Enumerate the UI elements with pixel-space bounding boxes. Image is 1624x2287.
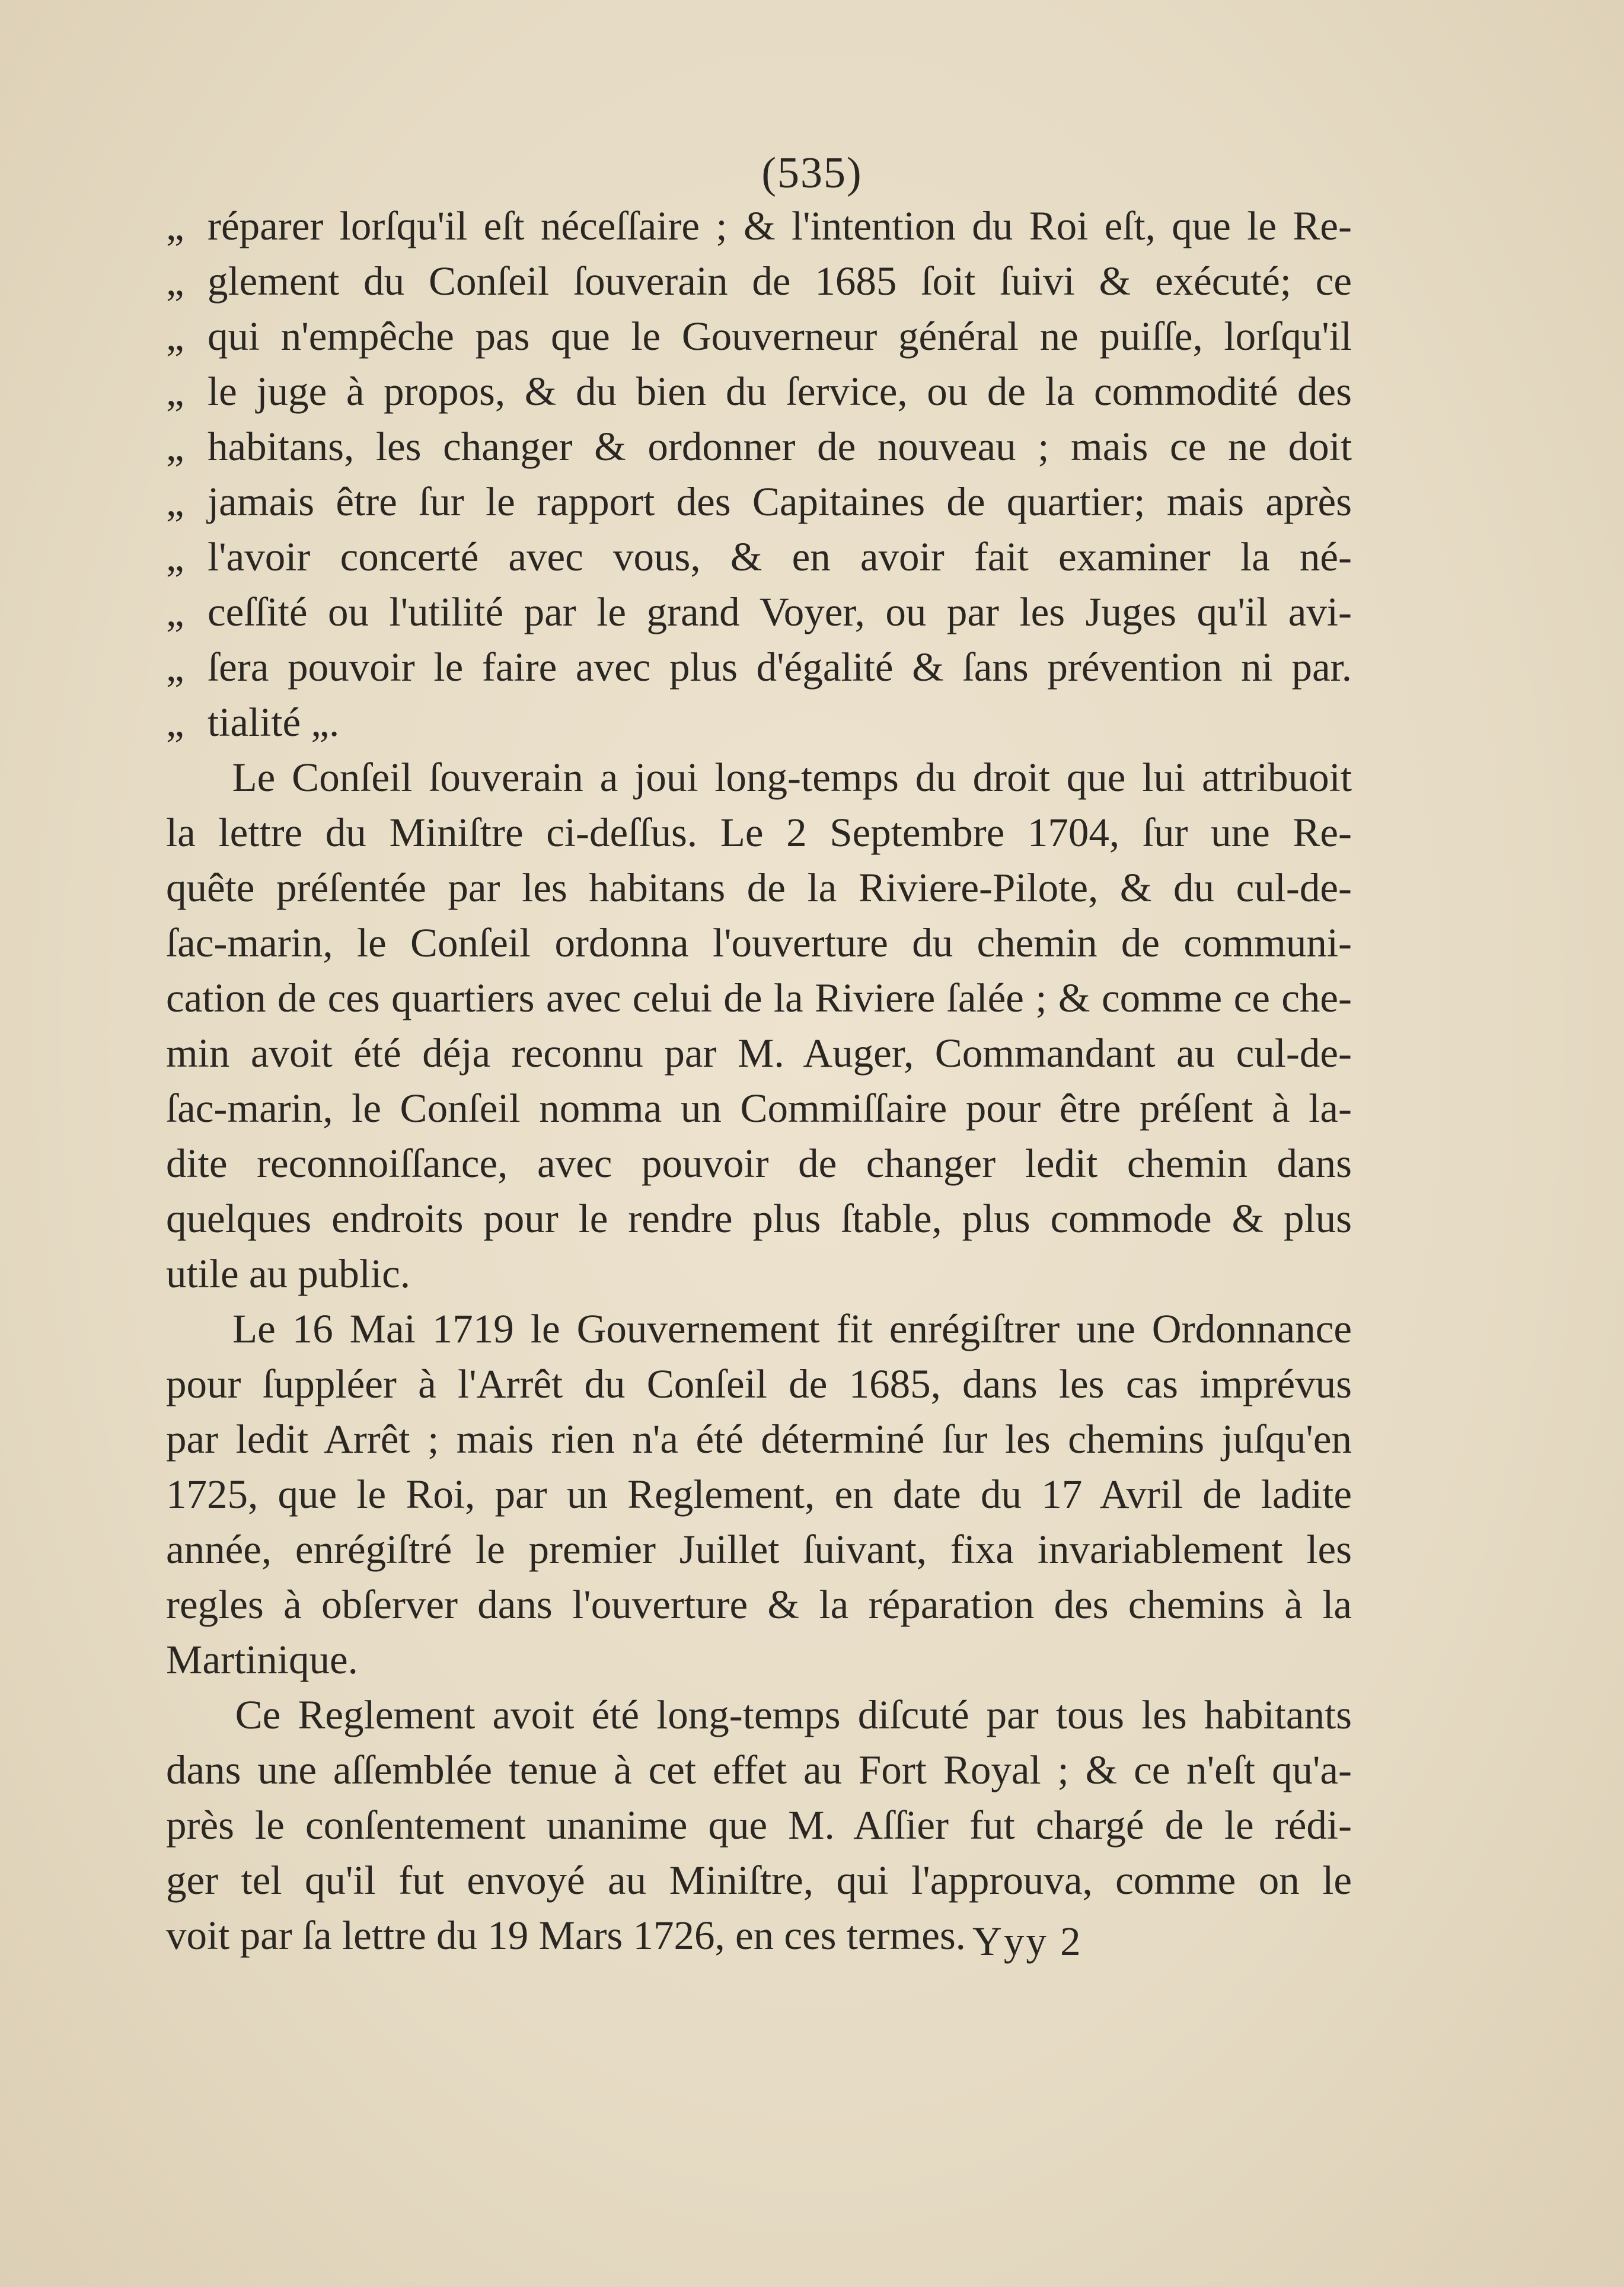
line-text: tialité „. [208,700,340,745]
quote-mark: „ [166,479,184,524]
text-line [166,1577,1352,1632]
line-text: ſera pouvoir le faire avec plus d'égalité & ſans prévention ni par. [208,645,1352,690]
text-line [166,916,1352,971]
text-line [166,1302,1352,1357]
text-line [166,1081,1352,1136]
line-text: près le conſentement unanime que M. Aſſier fut chargé de le rédi- [166,1803,1352,1848]
quote-mark: „ [166,700,184,745]
line-text: dans une aſſemblée tenue à cet effet au Fort Royal ; & ce n'eſt qu'a- [166,1747,1352,1792]
quoted-text-line [166,474,1352,530]
line-text: quête préſentée par les habitans de la Riviere-Pilote, & du cul-de- [166,865,1352,910]
line-text: glement du Conſeil ſouverain de 1685 ſoit ſuivi & exécuté; ce [208,259,1352,304]
text-line [166,1136,1352,1191]
quoted-text-line [166,530,1352,585]
line-text: réparer lorſqu'il eſt néceſſaire ; & l'intention du Roi eſt, que le Re- [208,203,1352,248]
signature-mark: Yyy 2 [972,1919,1083,1964]
line-text: le juge à propos, & du bien du ſervice, ou de la commodité des [208,369,1352,414]
quoted-text-line [166,254,1352,309]
line-text: utile au public. [166,1251,410,1296]
body-text [166,199,1352,1963]
quoted-text-line [166,364,1352,419]
line-text: jamais être ſur le rapport des Capitaines de quartier; mais après [208,479,1352,524]
quote-mark: „ [166,589,184,634]
text-line [166,971,1352,1026]
line-text: quelques endroits pour le rendre plus ſtable, plus commode & plus [166,1196,1352,1241]
text-line [166,1191,1352,1246]
quoted-text-line [166,309,1352,364]
line-text: cation de ces quartiers avec celui de la Riviere ſalée ; & comme ce che- [166,975,1352,1020]
text-line [166,1522,1352,1577]
line-text: ſac-marin, le Conſeil ordonna l'ouverture du chemin de communi- [166,920,1352,965]
line-text: la lettre du Miniſtre ci-deſſus. Le 2 Septembre 1704, ſur une Re- [166,810,1352,855]
line-text: 1725, que le Roi, par un Reglement, en date du 17 Avril de ladite [166,1472,1352,1517]
line-text: voit par ſa lettre du 19 Mars 1726, en ces termes. [166,1913,966,1958]
text-line [166,1467,1352,1522]
line-text: Martinique. [166,1637,358,1682]
quoted-text-line [166,640,1352,695]
text-line [166,1743,1352,1798]
line-text: pour ſuppléer à l'Arrêt du Conſeil de 1685, dans les cas imprévus [166,1361,1352,1406]
text-line [166,1246,1352,1302]
line-text: dite reconnoiſſance, avec pouvoir de changer ledit chemin dans [166,1141,1352,1186]
line-text: l'avoir concerté avec vous, & en avoir fait examiner la né- [208,534,1352,579]
line-text: Le 16 Mai 1719 le Gouvernement fit enrégiſtrer une Ordonnance [166,1306,1352,1351]
quote-mark: „ [166,314,184,359]
text-line [166,1357,1352,1412]
quote-mark: „ [166,534,184,579]
page-number: (535) [761,149,863,197]
quote-mark: „ [166,645,184,690]
text-line [166,1412,1352,1467]
text-line [166,1688,1352,1743]
quoted-text-line [166,419,1352,474]
quote-mark: „ [166,203,184,248]
line-text: Le Conſeil ſouverain a joui long-temps du droit que lui attribuoit [166,755,1352,800]
text-line [166,1026,1352,1081]
line-text: ſac-marin, le Conſeil nomma un Commiſſaire pour être préſent à la- [166,1086,1352,1131]
text-line [166,860,1352,916]
line-text: ceſſité ou l'utilité par le grand Voyer, ou par les Juges qu'il avi- [208,589,1352,634]
line-text: par ledit Arrêt ; mais rien n'a été déterminé ſur les chemins juſqu'en [166,1417,1352,1462]
line-text: Ce Reglement avoit été long-temps diſcuté par tous les habitants [166,1692,1352,1737]
line-text: année, enrégiſtré le premier Juillet ſuivant, fixa invariablement les [166,1527,1352,1572]
text-line [166,805,1352,860]
line-text: min avoit été déja reconnu par M. Auger, Commandant au cul-de- [166,1031,1352,1076]
text-line [166,1908,1352,1963]
text-line [166,1798,1352,1853]
quote-mark: „ [166,424,184,469]
line-text: ger tel qu'il fut envoyé au Miniſtre, qui l'approuva, comme on le [166,1858,1352,1903]
line-text: qui n'empêche pas que le Gouverneur général ne puiſſe, lorſqu'il [208,314,1352,359]
text-line [166,750,1352,805]
quote-mark: „ [166,259,184,304]
quoted-text-line [166,585,1352,640]
line-text: habitans, les changer & ordonner de nouveau ; mais ce ne doit [208,424,1352,469]
quoted-text-line [166,695,1352,750]
text-line [166,1632,1352,1688]
quoted-text-line [166,199,1352,254]
quote-mark: „ [166,369,184,414]
text-line [166,1853,1352,1908]
line-text: regles à obſerver dans l'ouverture & la réparation des chemins à la [166,1582,1352,1627]
